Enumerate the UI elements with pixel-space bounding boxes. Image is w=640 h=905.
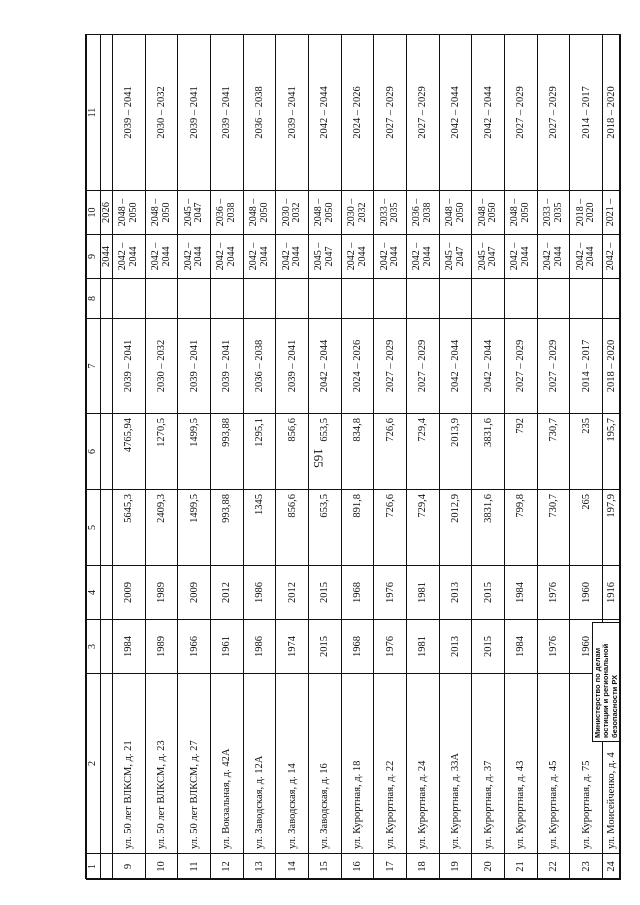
value-cell-6: 730,7 <box>537 414 570 490</box>
period-cell-10: 2036 – 2038 <box>211 191 244 235</box>
value-cell-6: 2013,9 <box>439 414 472 490</box>
value-cell-5: 265 <box>570 490 603 566</box>
year-cell: 1989 <box>145 566 178 620</box>
value-cell-6: 993,88 <box>211 414 244 490</box>
year-cell: 1981 <box>407 566 440 620</box>
address-cell: ул. Курортная, д. 75 <box>570 674 603 854</box>
value-cell-5: 3831,6 <box>472 490 505 566</box>
period-cell-7: 2027 – 2029 <box>407 319 440 414</box>
address-cell: ул. Курортная, д. 22 <box>374 674 407 854</box>
col-header-5: 5 <box>87 490 101 566</box>
table-cell <box>101 490 113 566</box>
address-cell: ул. 50 лет ВЛКСМ, д. 21 <box>113 674 146 854</box>
value-cell-8 <box>276 279 309 319</box>
period-cell-9: 2042 – 2044 <box>570 235 603 279</box>
period-cell-10: 2033 – 2035 <box>537 191 570 235</box>
address-cell: ул. 50 лет ВЛКСМ, д. 23 <box>145 674 178 854</box>
year-built-cell: 1984 <box>113 620 146 674</box>
value-cell-8 <box>505 279 538 319</box>
table-cell <box>101 35 113 191</box>
value-cell-6: 792 <box>505 414 538 490</box>
table-row <box>603 35 621 880</box>
year-cell: 2009 <box>113 566 146 620</box>
row-number-cell: 9 <box>113 854 146 880</box>
year-built-cell: 1976 <box>537 620 570 674</box>
col-header-4: 4 <box>87 566 101 620</box>
period-cell-11: 2039 – 2041 <box>113 35 146 191</box>
year-cell: 1976 <box>374 566 407 620</box>
period-cell-7: 2018 – 2020 <box>603 319 621 414</box>
stamp-line: юстиции и региональной <box>601 643 611 738</box>
table-row <box>178 35 211 880</box>
period-cell-11: 2027 – 2029 <box>374 35 407 191</box>
row-number-cell: 12 <box>211 854 244 880</box>
row-number-cell: 23 <box>570 854 603 880</box>
value-cell-6: 653,5 <box>309 414 342 490</box>
stamp-line: безопасности РХ <box>609 674 619 738</box>
value-cell-5: 1499,5 <box>178 490 211 566</box>
value-cell-8 <box>211 279 244 319</box>
year-cell: 1916 <box>603 566 621 620</box>
value-cell-5: 2012,9 <box>439 490 472 566</box>
period-cell-9: 2042 – 2044 <box>145 235 178 279</box>
period-cell-10: 2048 – 2050 <box>309 191 342 235</box>
row-number-cell: 24 <box>603 854 621 880</box>
col-header-3: 3 <box>87 620 101 674</box>
period-cell-7: 2030 – 2032 <box>145 319 178 414</box>
period-cell-7: 2027 – 2029 <box>505 319 538 414</box>
year-built-cell: 1981 <box>407 620 440 674</box>
value-cell-5: 799,8 <box>505 490 538 566</box>
value-cell-6: 1295,1 <box>243 414 276 490</box>
value-cell-5: 891,8 <box>341 490 374 566</box>
period-cell-9: 2042 – 2044 <box>407 235 440 279</box>
address-cell: ул. Курортная, д. 37 <box>472 674 505 854</box>
period-cell-10: 2048 – 2050 <box>505 191 538 235</box>
table-row <box>374 35 407 880</box>
period-cell-10: 2048 – 2050 <box>145 191 178 235</box>
table-cell <box>101 414 113 490</box>
value-cell-5: 197,9 <box>603 490 621 566</box>
housing-repair-table <box>86 34 621 880</box>
value-cell-6: 1270,5 <box>145 414 178 490</box>
address-cell: ул. 50 лет ВЛКСМ, д. 27 <box>178 674 211 854</box>
row-number-cell: 21 <box>505 854 538 880</box>
col-header-9: 9 <box>87 235 101 279</box>
period-cell-9: 2045 – 2047 <box>472 235 505 279</box>
table-row <box>243 35 276 880</box>
address-cell: ул. Курортная, д. 18 <box>341 674 374 854</box>
period-cell-11: 2042 – 2044 <box>309 35 342 191</box>
table-cell <box>101 854 113 880</box>
value-cell-5: 653,5 <box>309 490 342 566</box>
year-cell: 2013 <box>439 566 472 620</box>
period-cell-7: 2039 – 2041 <box>276 319 309 414</box>
table-cell <box>101 319 113 414</box>
period-cell-9: 2045 – 2047 <box>309 235 342 279</box>
carry-over-row <box>101 35 113 880</box>
period-cell-10: 2030 – 2032 <box>276 191 309 235</box>
period-cell-7: 2036 – 2038 <box>243 319 276 414</box>
period-cell-11: 2014 – 2017 <box>570 35 603 191</box>
year-cell: 1960 <box>570 566 603 620</box>
row-number-cell: 10 <box>145 854 178 880</box>
period-cell-10: 2045 – 2047 <box>178 191 211 235</box>
row-number-cell: 22 <box>537 854 570 880</box>
period-cell-11: 2042 – 2044 <box>439 35 472 191</box>
col-header-1: 1 <box>87 854 101 880</box>
year-built-cell: 1986 <box>243 620 276 674</box>
row-number-cell: 11 <box>178 854 211 880</box>
table-frame <box>85 34 620 879</box>
period-cell-10: 2033 – 2035 <box>374 191 407 235</box>
address-cell: ул. Заводская, д. 16 <box>309 674 342 854</box>
row-number-cell: 13 <box>243 854 276 880</box>
period-cell-10: 2018 – 2020 <box>570 191 603 235</box>
table-row <box>570 35 603 880</box>
period-cell-11: 2042 – 2044 <box>472 35 505 191</box>
value-cell-5: 730,7 <box>537 490 570 566</box>
value-cell-5: 2409,3 <box>145 490 178 566</box>
value-cell-6: 3831,6 <box>472 414 505 490</box>
table-row <box>309 35 342 880</box>
value-cell-8 <box>374 279 407 319</box>
year-built-cell: 1974 <box>276 620 309 674</box>
period-cell-7: 2039 – 2041 <box>211 319 244 414</box>
address-cell: ул. Курортная, д. 33А <box>439 674 472 854</box>
value-cell-8 <box>243 279 276 319</box>
table-cell <box>101 566 113 620</box>
period-cell-10: 2048 – 2050 <box>472 191 505 235</box>
value-cell-8 <box>570 279 603 319</box>
period-cell-11: 2027 – 2029 <box>407 35 440 191</box>
row-number-cell: 19 <box>439 854 472 880</box>
period-cell-7: 2039 – 2041 <box>178 319 211 414</box>
period-cell-10: 2048 – 2050 <box>439 191 472 235</box>
value-cell-8 <box>341 279 374 319</box>
year-cell: 1984 <box>505 566 538 620</box>
year-built-cell: 2015 <box>309 620 342 674</box>
year-cell: 2012 <box>276 566 309 620</box>
table-row <box>211 35 244 880</box>
year-built-cell: 2013 <box>439 620 472 674</box>
period-cell-7: 2042 – 2044 <box>472 319 505 414</box>
address-cell: ул. Курортная, д. 43 <box>505 674 538 854</box>
table-row <box>407 35 440 880</box>
address-cell: ул. Курортная, д. 45 <box>537 674 570 854</box>
year-cell: 2012 <box>211 566 244 620</box>
period-cell-7: 2042 – 2044 <box>439 319 472 414</box>
table-row <box>537 35 570 880</box>
year-built-cell: 1968 <box>341 620 374 674</box>
year-built-cell: 1961 <box>211 620 244 674</box>
value-cell-6: 4765,94 <box>113 414 146 490</box>
row-number-cell: 16 <box>341 854 374 880</box>
table-row <box>505 35 538 880</box>
table-row <box>145 35 178 880</box>
table-row <box>341 35 374 880</box>
column-number-row <box>87 35 101 880</box>
period-cell-9: 2042 – 2044 <box>374 235 407 279</box>
stamp-line: Министерство по делам <box>593 647 602 738</box>
period-cell-7: 2039 – 2041 <box>113 319 146 414</box>
year-cell: 1968 <box>341 566 374 620</box>
value-cell-8 <box>439 279 472 319</box>
value-cell-5: 1345 <box>243 490 276 566</box>
value-cell-8 <box>145 279 178 319</box>
period-cell-10: 2030 – 2032 <box>341 191 374 235</box>
address-cell: ул. Заводская, д. 12А <box>243 674 276 854</box>
value-cell-5: 729,4 <box>407 490 440 566</box>
value-cell-5: 856,6 <box>276 490 309 566</box>
period-cell-10: 2048 – 2050 <box>243 191 276 235</box>
row-number-cell: 20 <box>472 854 505 880</box>
period-cell-11: 2036 – 2038 <box>243 35 276 191</box>
period-cell-9: 2042 – 2044 <box>211 235 244 279</box>
table-row <box>472 35 505 880</box>
period-cell-11: 2027 – 2029 <box>537 35 570 191</box>
period-cell-10: 2048 – 2050 <box>113 191 146 235</box>
period-cell-7: 2042 – 2044 <box>309 319 342 414</box>
period-cell-9: 2042 – 2044 <box>505 235 538 279</box>
table-row <box>439 35 472 880</box>
value-cell-5: 5645,3 <box>113 490 146 566</box>
period-cell-9: 2045 – 2047 <box>439 235 472 279</box>
value-cell-6: 726,6 <box>374 414 407 490</box>
value-cell-5: 726,6 <box>374 490 407 566</box>
period-cell-10: 2036 – 2038 <box>407 191 440 235</box>
carry-cell-10: 2026 <box>101 191 113 235</box>
period-cell-9: 2042 – 2044 <box>276 235 309 279</box>
table-cell <box>101 620 113 674</box>
ministry-stamp <box>592 622 620 742</box>
year-built-cell: 1966 <box>178 620 211 674</box>
year-built-cell: 1960 <box>570 620 603 674</box>
period-cell-11: 2039 – 2041 <box>178 35 211 191</box>
rotated-table-container <box>86 35 621 880</box>
value-cell-8 <box>537 279 570 319</box>
period-cell-7: 2027 – 2029 <box>537 319 570 414</box>
period-cell-9: 2042 – 2044 <box>178 235 211 279</box>
value-cell-6: 729,4 <box>407 414 440 490</box>
value-cell-8 <box>113 279 146 319</box>
table-cell <box>101 674 113 854</box>
col-header-6: 6 <box>87 414 101 490</box>
year-built-cell: 1984 <box>505 620 538 674</box>
value-cell-6: 1499,5 <box>178 414 211 490</box>
table-row <box>276 35 309 880</box>
address-cell: ул. Моисейченко, д. 4 <box>603 674 621 854</box>
year-cell: 2015 <box>309 566 342 620</box>
period-cell-9: 2042 – <box>603 235 621 279</box>
col-header-8: 8 <box>87 279 101 319</box>
period-cell-10: 2021 – <box>603 191 621 235</box>
row-number-cell: 14 <box>276 854 309 880</box>
year-cell: 1976 <box>537 566 570 620</box>
period-cell-11: 2024 – 2026 <box>341 35 374 191</box>
period-cell-7: 2027 – 2029 <box>374 319 407 414</box>
period-cell-9: 2042 – 2044 <box>341 235 374 279</box>
col-header-2: 2 <box>87 674 101 854</box>
period-cell-9: 2042 – 2044 <box>243 235 276 279</box>
value-cell-5: 993,88 <box>211 490 244 566</box>
period-cell-9: 2042 – 2044 <box>537 235 570 279</box>
address-cell: ул. Курортная, д. 24 <box>407 674 440 854</box>
carry-cell-9: 2044 <box>101 235 113 279</box>
value-cell-8 <box>309 279 342 319</box>
year-cell: 2009 <box>178 566 211 620</box>
period-cell-11: 2018 – 2020 <box>603 35 621 191</box>
value-cell-6: 834,8 <box>341 414 374 490</box>
year-built-cell: 2015 <box>472 620 505 674</box>
address-cell: ул. Вокзальная, д. 42А <box>211 674 244 854</box>
row-number-cell: 15 <box>309 854 342 880</box>
col-header-7: 7 <box>87 319 101 414</box>
year-cell: 1986 <box>243 566 276 620</box>
table-row <box>113 35 146 880</box>
period-cell-11: 2039 – 2041 <box>276 35 309 191</box>
value-cell-6: 195,7 <box>603 414 621 490</box>
year-built-cell: 1976 <box>374 620 407 674</box>
col-header-11: 11 <box>87 35 101 191</box>
value-cell-8 <box>472 279 505 319</box>
period-cell-7: 2024 – 2026 <box>341 319 374 414</box>
period-cell-7: 2014 – 2017 <box>570 319 603 414</box>
period-cell-11: 2027 – 2029 <box>505 35 538 191</box>
page-number: 165 <box>311 448 326 468</box>
period-cell-11: 2030 – 2032 <box>145 35 178 191</box>
value-cell-8 <box>178 279 211 319</box>
period-cell-9: 2042 – 2044 <box>113 235 146 279</box>
row-number-cell: 17 <box>374 854 407 880</box>
year-built-cell: 1989 <box>145 620 178 674</box>
table-cell <box>101 279 113 319</box>
address-cell: ул. Заводская, д. 14 <box>276 674 309 854</box>
row-number-cell: 18 <box>407 854 440 880</box>
value-cell-6: 856,6 <box>276 414 309 490</box>
value-cell-8 <box>603 279 621 319</box>
year-cell: 2015 <box>472 566 505 620</box>
value-cell-8 <box>407 279 440 319</box>
value-cell-6: 235 <box>570 414 603 490</box>
col-header-10: 10 <box>87 191 101 235</box>
period-cell-11: 2039 – 2041 <box>211 35 244 191</box>
